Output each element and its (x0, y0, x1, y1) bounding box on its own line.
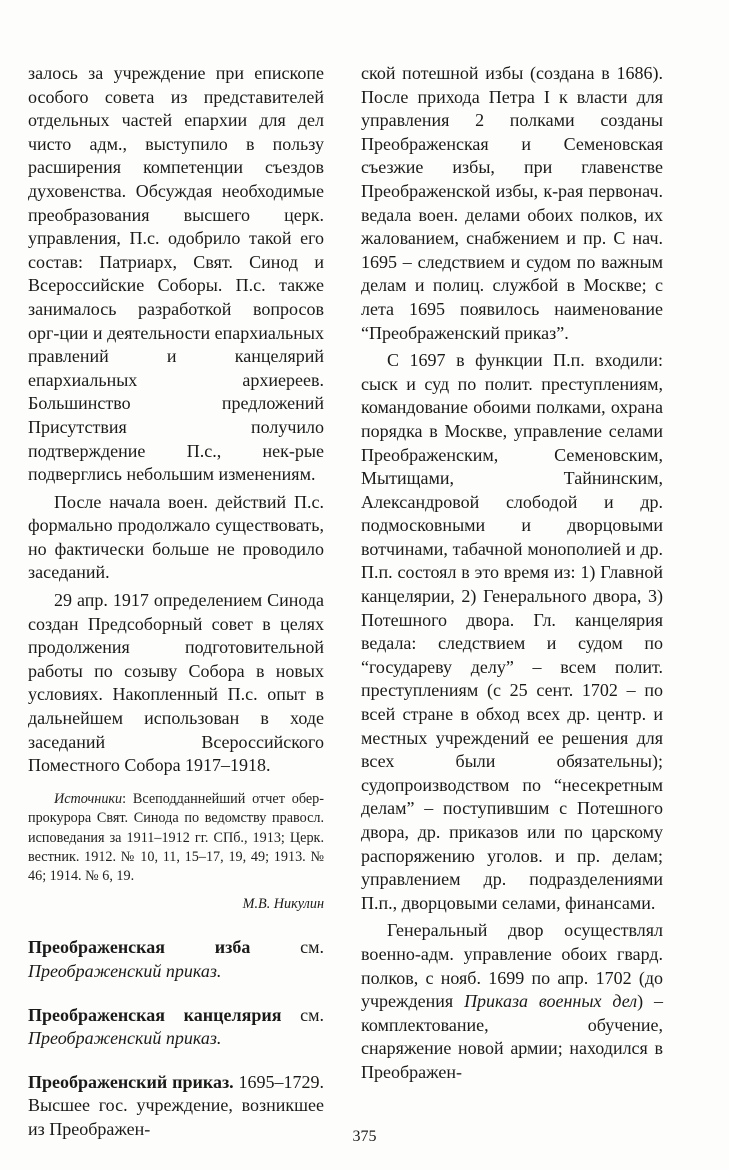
paragraph: После начала воен. действий П.с. формально продолжало существовать, но фактически больше не проводило заседаний. (28, 491, 324, 583)
sources (28, 790, 324, 887)
paragraph: залось за учреждение при епископе особого совета из представителей отдельных частей епархии для дел чисто адм., выступило в пользу расширения компетенции съездов духовенства. Обсуждая необходимые преобразования высшего церк. управления, П.с. одобрило такой его состав: Патриарх, Свят. Синод и Всероссийские Соборы. П.с. также занималось разработкой вопросов орг-ции и деятельности епархиальных правлений и канцелярий епархиальных архиереев. Большинство предложений Присутствия получило подтверждение П.с., нек-рые подверглись небольшим изменениям. (28, 63, 324, 485)
sources-text: : Всеподданнейший отчет обер-прокурора Свят. Синода по ведомству правосл. исповедания за 1911–1912 гг. СПб., 1913; Церк. вестник. 1912. № 10, 11, 15–17, 19, 49; 1913. № 46; 1914. № 6, 19. (28, 790, 324, 885)
author: М.В. Никулин (242, 895, 324, 912)
paragraph-text: Генеральный двор осуществлял военно-адм. управление обоих гвард. полков, с нояб. 1699 по апр. 1702 (до учреждения (361, 920, 663, 1012)
cross-reference: Преображенский приказ. (28, 961, 222, 982)
cross-reference: Приказа военных дел (464, 991, 638, 1012)
sources-label: Источники (54, 790, 123, 807)
paragraph: С 1697 в функции П.п. входили: сыск и суд по полит. преступлениям, командование обоими полками, охрана порядка в Москве, управление селами Преображенским, Семеновским, Мытищами, Тайнинским, Александровой слободой и др. подмосковными и дворцовыми вотчинами, табачной монополией и др. П.п. состоял в это время из: 1) Главной канцелярии, 2) Генерального двора, 3) Потешного двора. Гл. канцелярия ведала: следствием и судом по “государеву делу” – всем полит. преступлениям (с 25 сент. 1702 – по всей стране в обход всех др. центр. и местных учреждений ее решения для всех были обязательны); судопроизводством по “несекретным делам” – поступившим с Потешного двора, др. приказов или по царскому распоряжению уголов. и пр. делам; управлением др. подразделениями П.п., дворцовыми селами, финансами. (361, 350, 663, 913)
left-column (28, 62, 324, 1142)
entry-text: 1695–1729. Высшее гос. учреждение, возникшее из Преображен- (28, 1071, 324, 1139)
entry-preobrazhenskaya-izba (28, 936, 324, 983)
paragraph-text: ) – комплектование, обучение, снаряжение новой армии; находился в Преображен- (361, 991, 664, 1082)
paragraph: ской потешной избы (создана в 1686). После прихода Петра I к власти для управления 2 полками созданы Преображенская и Семеновская съезжие избы, при главенстве Преображенской избы, к-рая первонач. ведала воен. делами обоих полков, их жалованием, снабжением и пр. С нач. 1695 – следствием и судом по важным делам и полиц. службой в Москве; с лета 1695 появилось наименование “Преображенский приказ”. (361, 63, 663, 343)
see-label: см. (300, 1004, 324, 1025)
right-column (361, 62, 663, 1085)
entry-preobrazhenskaya-kantselyariya (28, 1004, 324, 1051)
paragraph (361, 919, 663, 1084)
paragraph: 29 апр. 1917 определением Синода создан Предсоборный совет в целях продолжения подготовительной работы по созыву Собора в новых условиях. Накопленный П.с. опыт в дальнейшем использован в ходе заседаний Всероссийского Поместного Собора 1917–1918. (28, 590, 324, 776)
page-number: 375 (352, 1128, 377, 1145)
entry-term: Преображенская канцелярия (28, 1004, 282, 1025)
entry-term: Преображенский приказ. (28, 1071, 234, 1092)
cross-reference: Преображенский приказ. (28, 1028, 222, 1049)
entry-term: Преображенская изба (28, 937, 251, 958)
see-label: см. (300, 937, 324, 958)
